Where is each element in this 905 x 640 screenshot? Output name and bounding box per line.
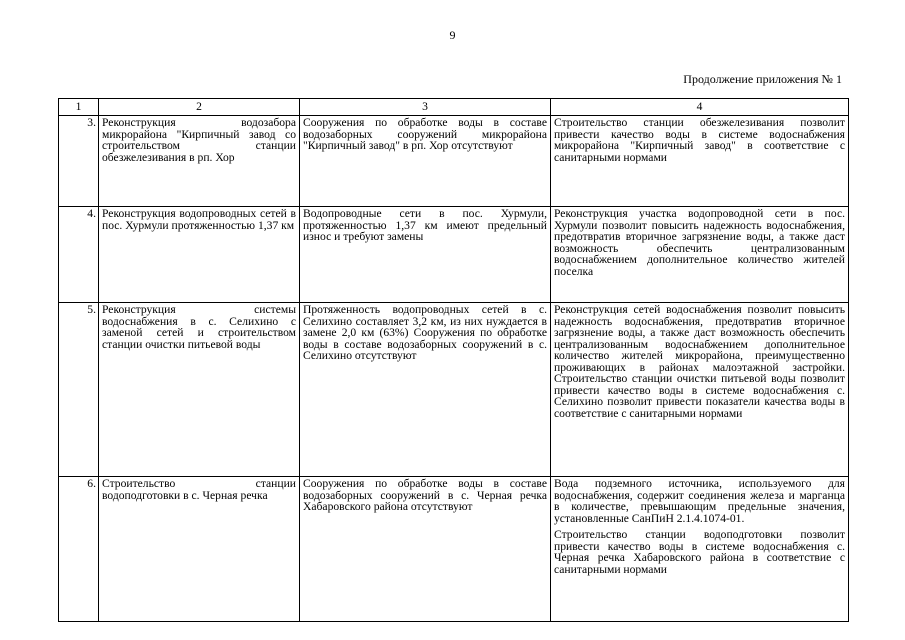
effect-cell [551,116,849,207]
condition-cell: Сооружения по обработке воды в составе водозаборных сооружений микрорайона "Кирпичный завод" в рп. Хор отсутствуют [300,116,551,207]
effect-paragraph: Реконструкция участка водопроводной сети в пос. Хурмули позволит повысить надежность водоснабжения, предотвратив вторичное загрязнение воды, а также даст возможность обеспечить централизованным водоснабжением дополнительное количество жителей поселка [554,207,845,278]
table-row [59,207,849,303]
projects-table [58,98,849,622]
table-row [59,477,849,622]
row-number: 3. [59,116,99,207]
effect-cell [551,207,849,303]
project-cell: Реконструкция водопроводных сетей в пос. Хурмули протяженностью 1,37 км [99,207,300,303]
appendix-continuation-title: Продолжение приложения № 1 [683,72,842,86]
page-number: 9 [449,28,456,42]
table-row [59,116,849,207]
effect-paragraph: Строительство станции водоподготовки позволит привести качество воды в системе водоснабжения с. Черная речка Хабаровского района в соответствие с санитарными нормами [554,528,845,576]
row-number: 6. [59,477,99,622]
effect-cell [551,477,849,622]
effect-paragraph: Вода подземного источника, используемого для водоснабжения, содержит соединения железа и марганца в количестве, превышающим предельные значения, установленные СанПиН 2.1.4.1074-01. [554,477,845,525]
table-header-row [59,99,849,116]
project-cell: Строительство станции водоподготовки в с. Черная речка [99,477,300,622]
column-header: 1 [59,99,99,116]
column-header: 3 [300,99,551,116]
condition-cell: Протяженность водопроводных сетей в с. Селихино составляет 3,2 км, из них нуждается в замене 2,0 км (63%) Сооружения по обработке воды в составе водозаборных сооружений в с. Селихино отсутствуют [300,303,551,477]
project-cell: Реконструкция водозабора микрорайона "Кирпичный завод со строительством станции обезжелезивания в рп. Хор [99,116,300,207]
column-header: 4 [551,99,849,116]
condition-cell: Сооружения по обработке воды в составе водозаборных сооружений в с. Черная речка Хабаровского района отсутствуют [300,477,551,622]
project-cell: Реконструкция системы водоснабжения в с. Селихино с заменой сетей и строительством станции очистки питьевой воды [99,303,300,477]
effect-cell [551,303,849,477]
effect-paragraph: Строительство станции обезжелезивания позволит привести качество воды в системе водоснабжения микрорайона "Кирпичный завод" в соответствие с санитарными нормами [554,116,845,164]
table-row [59,303,849,477]
effect-paragraph: Реконструкция сетей водоснабжения позволит повысить надежность водоснабжения, предотвратив вторичное загрязнение воды, а также даст возможность обеспечить централизованным водоснабжением дополнительное количество жителей микрорайона, преимущественно проживающих в районах малоэтажной застройки. Строительство станции очистки питьевой воды позволит привести качество воды в системе водоснабжения с. Селихино позволит привести показатели качества воды в соответствие с санитарными нормами [554,303,845,420]
row-number: 4. [59,207,99,303]
column-header: 2 [99,99,300,116]
row-number: 5. [59,303,99,477]
condition-cell: Водопроводные сети в пос. Хурмули, протяженностью 1,37 км имеют предельный износ и требуют замены [300,207,551,303]
